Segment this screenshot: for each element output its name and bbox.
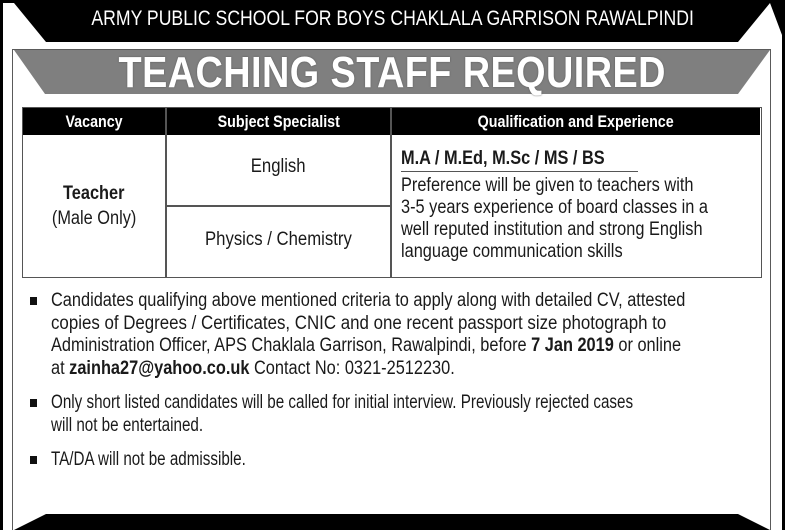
subject-label: English (250, 156, 306, 177)
note-text: or online (613, 335, 682, 356)
note-line (51, 335, 682, 358)
note-application-instructions (30, 290, 765, 380)
headline (0, 47, 785, 99)
note-text: Administration Officer, APS Chaklala Garrison, Rawalpindi, before (51, 335, 532, 356)
headline-text: TEACHING STAFF REQUIRED (118, 48, 667, 97)
qualification-cell (401, 147, 761, 263)
required-degrees (401, 147, 638, 172)
note-line: Candidates qualifying above mentioned criteria to apply along with detailed CV, attested (51, 290, 686, 311)
note-line: will not be entertained. (51, 414, 204, 436)
column-header-label: Subject Specialist (217, 112, 341, 131)
column-divider (390, 108, 392, 277)
note-line: TA/DA will not be admissible. (51, 449, 246, 470)
school-name (0, 6, 785, 32)
column-header-subject (166, 108, 391, 135)
preference-line: language communication skills (401, 241, 623, 262)
contact-number: Contact No: 0321-2512230. (249, 357, 455, 379)
column-header-qualification (391, 108, 760, 135)
school-name-text: ARMY PUBLIC SCHOOL FOR BOYS CHAKLALA GARRISON RAWALPINDI (91, 7, 694, 30)
preference-text (401, 175, 761, 263)
vacancy-cell (23, 135, 165, 277)
vacancy-table (22, 107, 762, 278)
square-bullet-icon (30, 456, 37, 464)
note-text: at (51, 357, 70, 379)
row-divider (166, 205, 391, 207)
preference-line: well reputed institution and strong English (401, 219, 703, 240)
bottom-banner (0, 514, 785, 530)
note-shortlisting (30, 392, 765, 437)
deadline-date: 7 Jan 2019 (531, 335, 614, 356)
column-header-label: Vacancy (65, 112, 124, 131)
preference-line: 3-5 years experience of board classes in a (401, 197, 709, 218)
column-header-label: Qualification and Experience (477, 112, 675, 131)
subject-physics-chemistry (166, 228, 390, 252)
square-bullet-icon (30, 297, 37, 305)
preference-line: Preference will be given to teachers with (401, 175, 694, 196)
vacancy-title: Teacher (63, 183, 125, 204)
note-line: copies of Degrees / Certificates, CNIC and one recent passport size photograph to (51, 312, 667, 334)
subject-english (166, 155, 390, 179)
contact-email-link[interactable]: zainha27@yahoo.co.uk (69, 357, 250, 379)
vacancy-note: (Male Only) (51, 208, 137, 229)
column-header-vacancy (23, 108, 166, 135)
square-bullet-icon (30, 399, 37, 407)
note-line (51, 358, 665, 381)
subject-label: Physics / Chemistry (204, 229, 352, 250)
notes-list (30, 290, 765, 484)
note-tada (30, 449, 765, 472)
note-line: Only short listed candidates will be called for initial interview. Previously rejected cases (51, 392, 634, 413)
degrees-text: M.A / M.Ed, M.Sc / MS / BS (401, 148, 605, 169)
